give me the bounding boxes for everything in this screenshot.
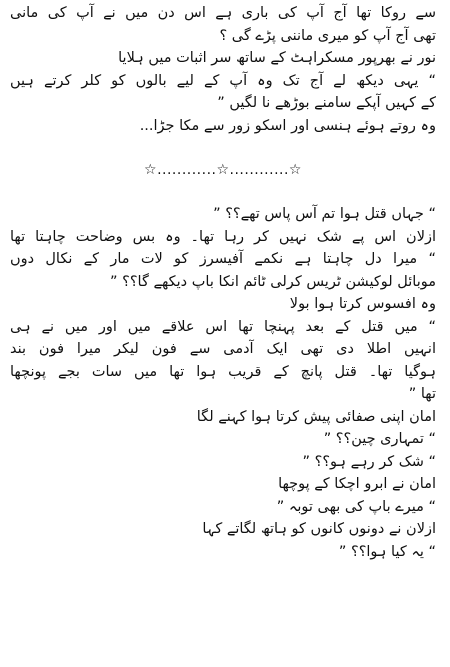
text-line: “ شک کر رہے ہو؟؟ ” (302, 453, 436, 470)
paragraph-bottom (10, 203, 436, 563)
text-line: “ تمہاری چین؟؟ ” (323, 431, 436, 447)
text-line: امان نے ابرو اچکا کے پوچھا (278, 476, 436, 492)
text-line: کے کہیں آپکے سامنے بوڑھے نا لگیں ” (217, 95, 436, 111)
text-line: ہوگیا تھا۔ قتل پانچ کے قریب ہوا تھا میں سات بجے پونچھا (10, 363, 436, 380)
text-line: نور نے بھرپور مسکراہٹ کے ساتھ سر اثبات میں ہلایا (118, 50, 436, 66)
text-line: “ میرے باپ کی بھی توبہ ” (276, 498, 436, 515)
paragraph-top (10, 2, 436, 137)
text-line: انہیں اطلا دی تھی ایک آدمی سے فون لیکر میرا فون بند (10, 341, 436, 357)
text-line: “ جہاں قتل ہوا تم آس پاس تھے؟؟ ” (213, 206, 436, 222)
text-line: “ یہی دیکھ لے آج تک وہ آپ کے لیے بالوں کو کلر کرتے ہیں (10, 72, 436, 89)
scene-separator: ☆............☆............☆ (144, 162, 302, 178)
text-line: “ میں قتل کے بعد پہنچا تھا اس علاقے میں اور میں نے ہی (10, 318, 436, 335)
text-line: ازلان نے دونوں کانوں کو ہاتھ لگاتے کہا (202, 521, 436, 537)
text-line: تھی آج آپ کو میری ماننی پڑے گی ؟ (219, 27, 436, 44)
text-line: ازلان اس پے شک نہیں کر رہا تھا۔ وہ بس وضاحت چاہتا تھا (10, 228, 436, 245)
text-line: موبائل لوکیشن ٹریس کرلی ٹائم انکا باپ دیکھے گا؟؟ ” (110, 273, 436, 290)
text-line: “ میرا دل چاہتا ہے نکمے آفیسرز کو لات مار کے نکال دوں (10, 251, 436, 267)
text-line: امان اپنی صفائی پیش کرتا ہوا کہنے لگا (196, 408, 436, 425)
text-line: “ یہ کیا ہوا؟؟ ” (338, 543, 436, 560)
blank-space (10, 181, 436, 203)
text-line: وہ روتے ہوئے ہنسی اور اسکو زور سے مکا جڑا... (139, 117, 436, 134)
text-line: سے روکا تھا آج آپ کی باری ہے اس دن میں نے آپ کی مانی (10, 5, 436, 21)
text-line: تھا ” (408, 386, 436, 402)
blank-space (10, 137, 436, 159)
text-line: وہ افسوس کرتا ہوا بولا (289, 296, 436, 312)
